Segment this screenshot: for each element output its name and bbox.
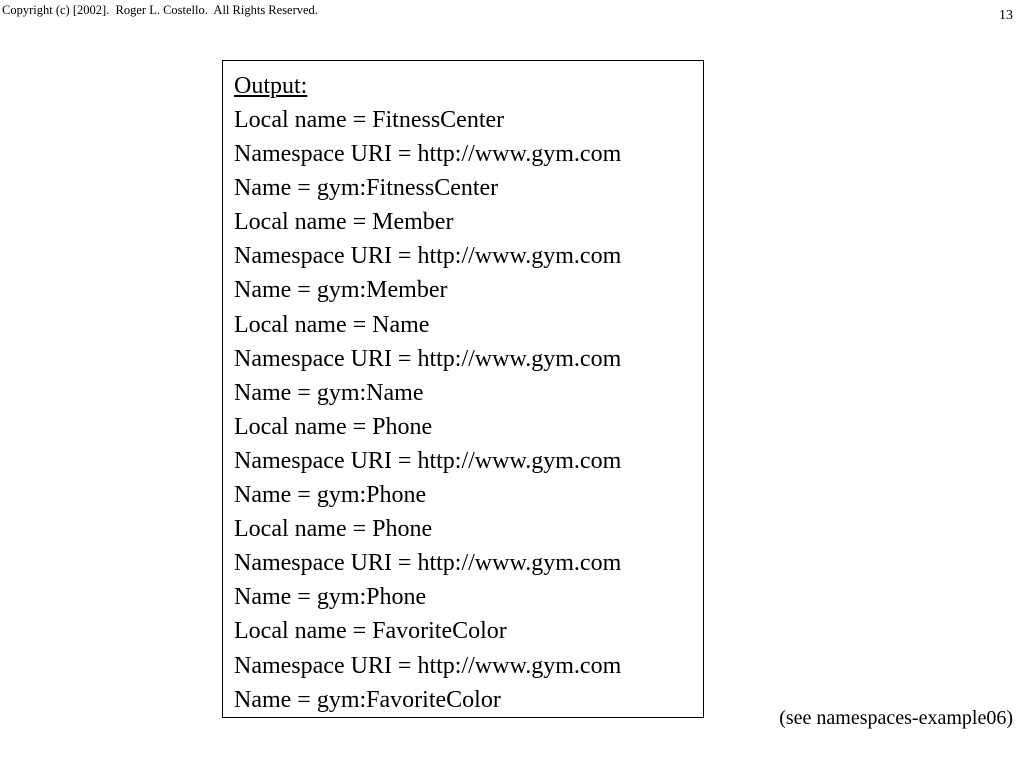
output-line: Name = gym:Phone bbox=[234, 482, 427, 509]
output-line: Local name = FitnessCenter bbox=[234, 107, 505, 133]
slide-number: 13 bbox=[999, 8, 1013, 23]
output-box bbox=[222, 60, 704, 718]
output-line: Namespace URI = http://www.gym.com bbox=[234, 550, 622, 577]
output-line: Name = gym:Phone bbox=[234, 584, 427, 611]
output-line: Local name = Name bbox=[234, 311, 430, 338]
output-line: Name = gym:Name bbox=[234, 379, 424, 406]
output-line: Name = gym:FitnessCenter bbox=[234, 175, 499, 202]
output-line: Namespace URI = http://www.gym.com bbox=[234, 141, 622, 168]
output-line: Local name = Phone bbox=[234, 413, 433, 440]
output-line: Name = gym:Member bbox=[234, 277, 448, 304]
output-line: Namespace URI = http://www.gym.com bbox=[234, 447, 622, 474]
copyright-notice: Copyright (c) [2002]. Roger L. Costello. All Rights Reserved. bbox=[2, 3, 318, 17]
output-line: Namespace URI = http://www.gym.com bbox=[234, 243, 622, 270]
output-line: Namespace URI = http://www.gym.com bbox=[234, 652, 622, 679]
output-line: Namespace URI = http://www.gym.com bbox=[234, 345, 622, 372]
output-line: Name = gym:FavoriteColor bbox=[234, 686, 501, 713]
output-lines bbox=[234, 103, 703, 717]
output-heading: Output: bbox=[234, 73, 308, 99]
output-line: Local name = Phone bbox=[234, 516, 433, 543]
output-line: Local name = Member bbox=[234, 209, 454, 236]
output-line: Local name = FavoriteColor bbox=[234, 618, 507, 645]
reference-note: (see namespaces-example06) bbox=[779, 707, 1013, 729]
